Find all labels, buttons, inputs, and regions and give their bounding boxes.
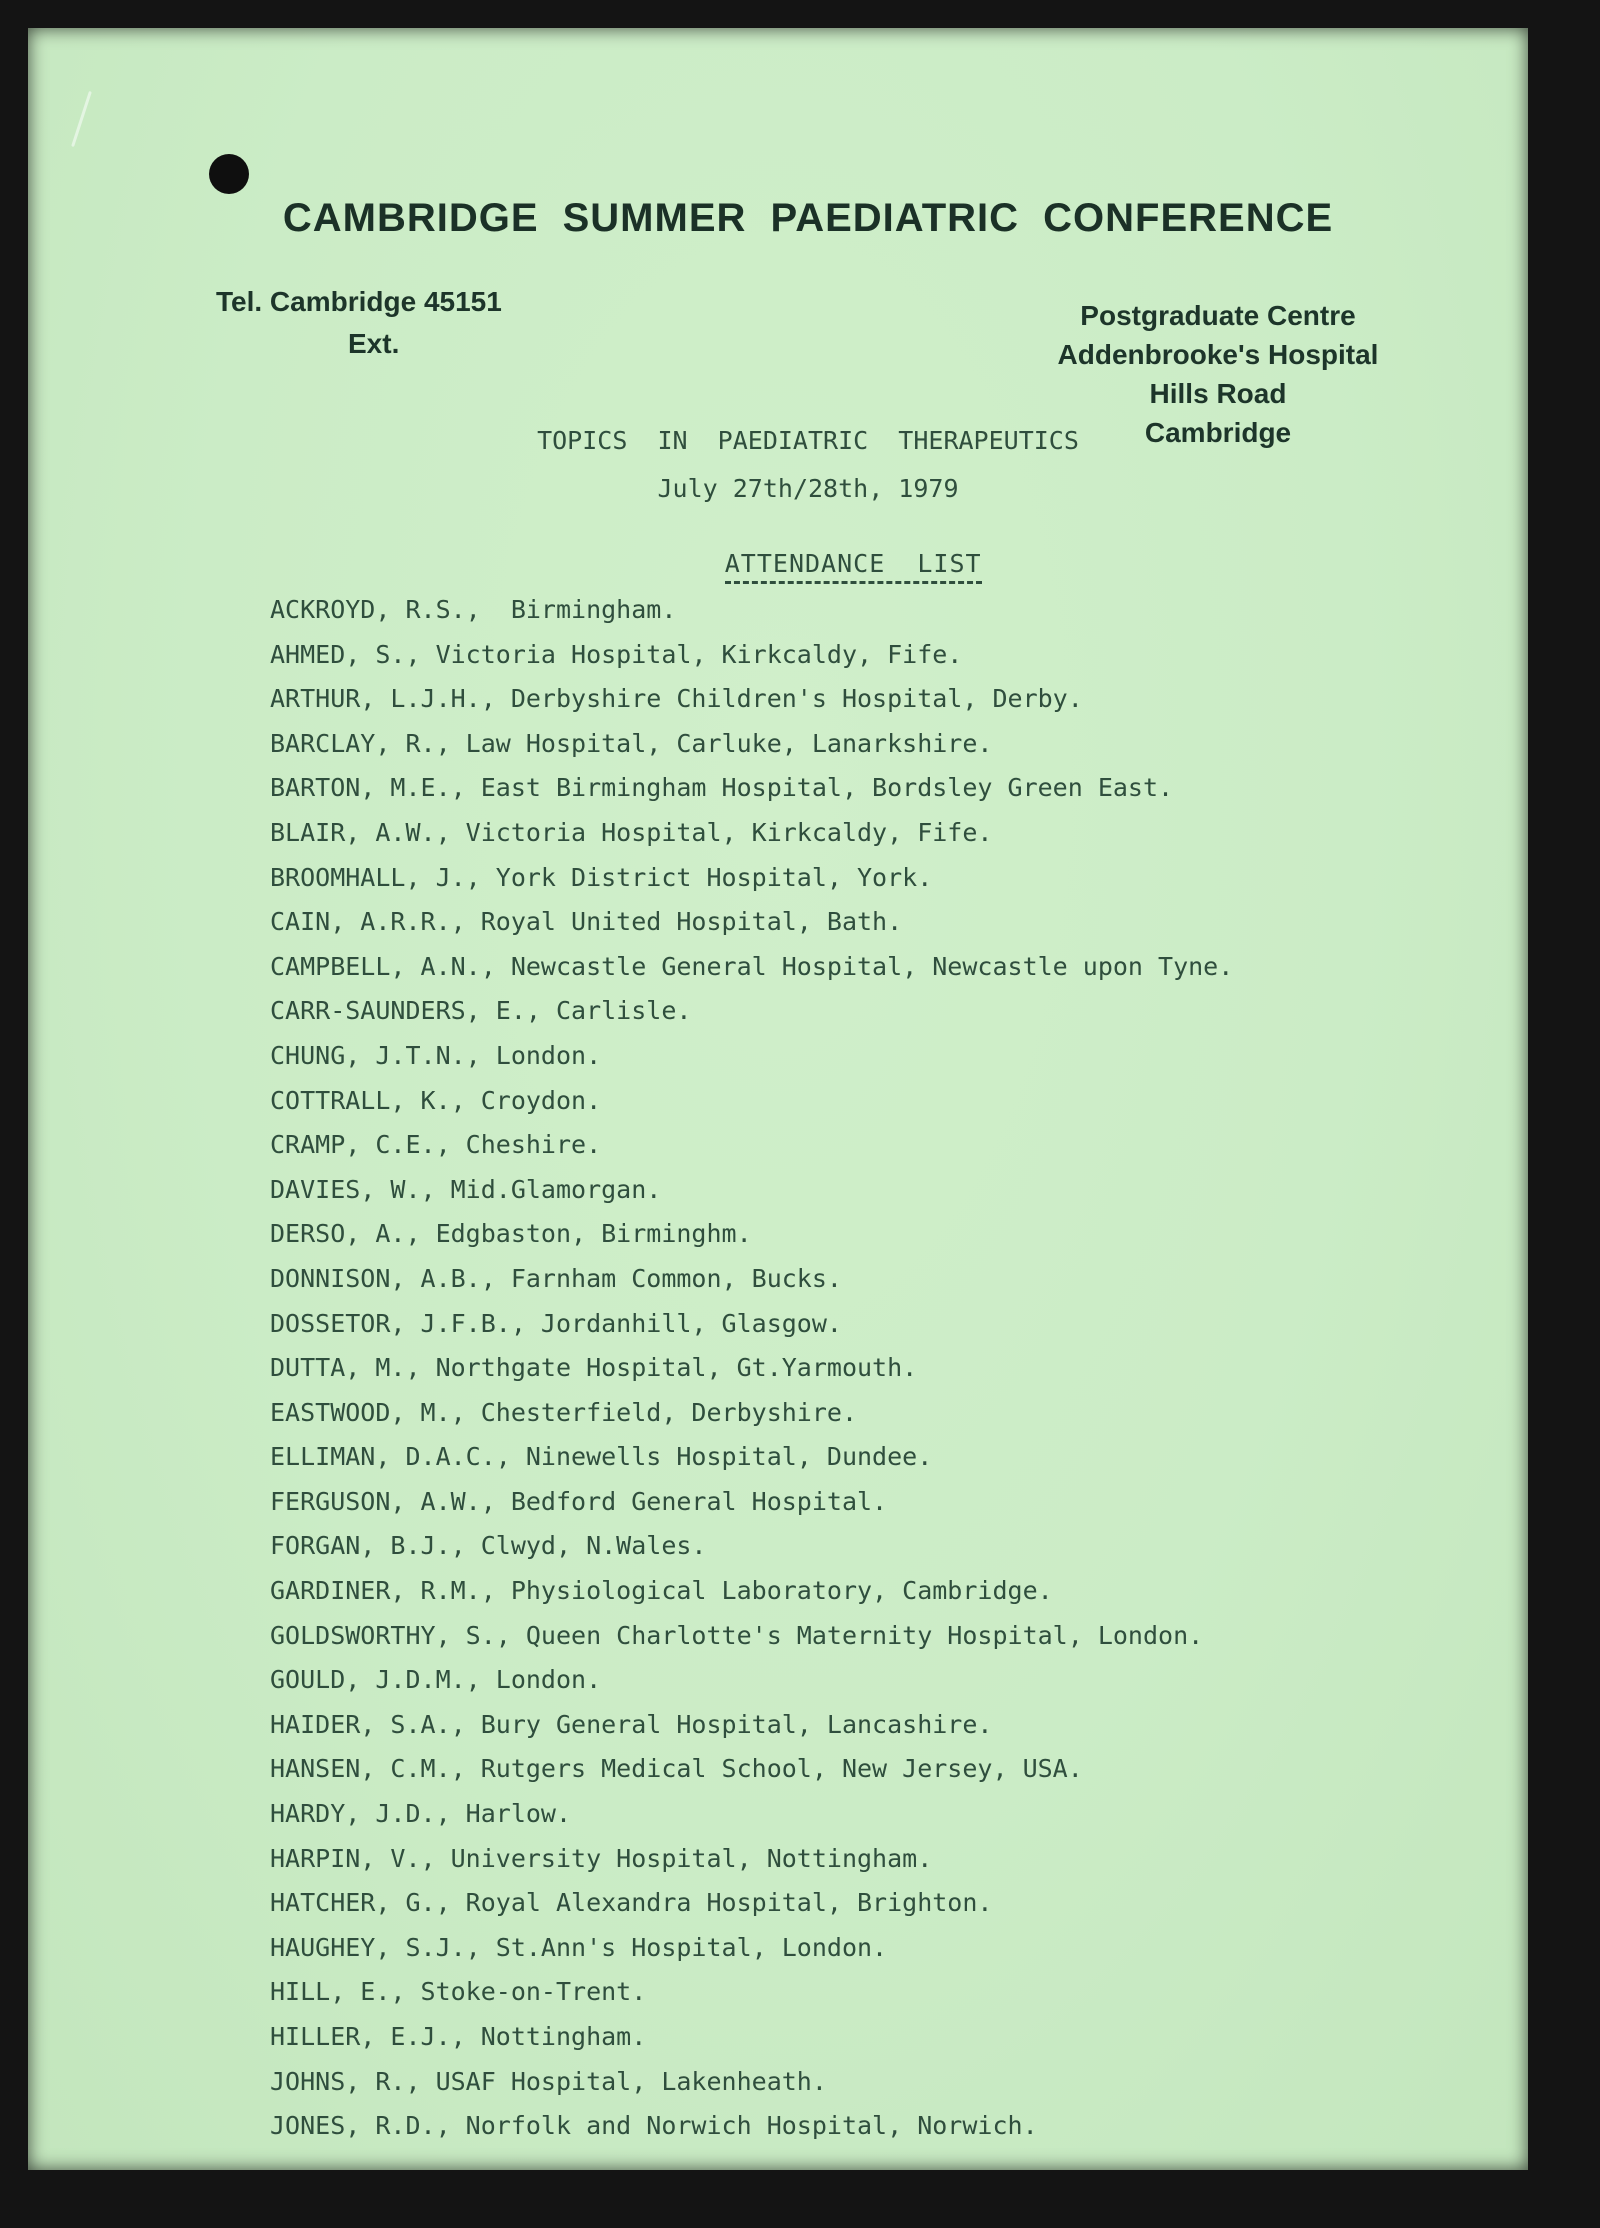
list-item: CHUNG, J.T.N., London. [270,1040,602,1070]
list-item: ACKROYD, R.S., Birmingham. [270,595,677,624]
scratch-mark [71,91,92,147]
list-item: HARDY, J.D., Harlow. [270,1799,572,1829]
list-item: JOHNS, R., USAF Hospital, Lakenheath. [270,2066,827,2096]
list-item: FERGUSON, A.W., Bedford General Hospital. [270,1486,888,1516]
list-item: CRAMP, C.E., Cheshire. [270,1130,602,1160]
list-item: HATCHER, G., Royal Alexandra Hospital, Brighton. [270,1888,993,1918]
extension-line: Ext. [348,328,400,359]
list-item: FORGAN, B.J., Clwyd, N.Wales. [270,1531,707,1561]
list-item: GOULD, J.D.M., London. [270,1665,602,1695]
address-line: Postgraduate Centre [1080,300,1356,331]
address-line: Cambridge [1144,417,1292,448]
list-item: ARTHUR, L.J.H., Derbyshire Children's Hospital, Derby. [270,684,1083,714]
list-item: BARCLAY, R., Law Hospital, Carluke, Lanarkshire. [270,728,993,758]
conference-title: CAMBRIDGE SUMMER PAEDIATRIC CONFERENCE [282,196,1334,240]
list-item: BARTON, M.E., East Birmingham Hospital, Bordsley Green East. [270,773,1174,803]
list-item: CAMPBELL, A.N., Newcastle General Hospital, Newcastle upon Tyne. [270,951,1234,981]
list-item: DOSSETOR, J.F.B., Jordanhill, Glasgow. [270,1308,842,1338]
list-item: BROOMHALL, J., York District Hospital, York. [270,862,933,892]
list-item: GOLDSWORTHY, S., Queen Charlotte's Maternity Hospital, London. [270,1620,1204,1650]
address-line: Addenbrooke's Hospital [1057,339,1379,370]
list-item: HILL, E., Stoke-on-Trent. [270,1977,647,2007]
list-item: ELLIMAN, D.A.C., Ninewells Hospital, Dundee. [270,1442,933,1472]
attendance-list [270,588,1233,2149]
conference-date: July 27th/28th, 1979 [657,474,959,503]
list-item: DUTTA, M., Northgate Hospital, Gt.Yarmouth. [270,1353,918,1383]
attendance-list-heading: ATTENDANCE LIST [725,549,982,584]
list-item: HAIDER, S.A., Bury General Hospital, Lancashire. [270,1709,993,1739]
list-item: JONES, R.D., Norfolk and Norwich Hospital, Norwich. [270,2111,1038,2141]
list-item: CARR-SAUNDERS, E., Carlisle. [270,996,692,1026]
address-line: Hills Road [1149,378,1287,409]
list-item: HAUGHEY, S.J., St.Ann's Hospital, London. [270,1932,888,1962]
list-item: AHMED, S., Victoria Hospital, Kirkcaldy, Fife. [270,639,963,669]
list-item: COTTRALL, K., Croydon. [270,1085,602,1115]
list-item: HILLER, E.J., Nottingham. [270,2022,647,2051]
list-item: DAVIES, W., Mid.Glamorgan. [270,1174,662,1204]
list-item: GARDINER, R.M., Physiological Laboratory, Cambridge. [270,1576,1053,1606]
list-item: HANSEN, C.M., Rutgers Medical School, New Jersey, USA. [270,1754,1083,1784]
hole-punch [209,154,249,194]
scanned-page [28,28,1528,2170]
list-item: BLAIR, A.W., Victoria Hospital, Kirkcaldy, Fife. [270,817,993,847]
list-item: HARPIN, V., University Hospital, Nottingham. [270,1843,933,1873]
telephone-line: Tel. Cambridge 45151 [216,286,502,317]
list-item: DONNISON, A.B., Farnham Common, Bucks. [270,1263,842,1293]
conference-subtitle: TOPICS IN PAEDIATRIC THERAPEUTICS [537,426,1079,455]
list-item: DERSO, A., Edgbaston, Birminghm. [270,1219,752,1249]
list-item: EASTWOOD, M., Chesterfield, Derbyshire. [270,1397,857,1427]
list-item: CAIN, A.R.R., Royal United Hospital, Bath. [270,907,903,937]
